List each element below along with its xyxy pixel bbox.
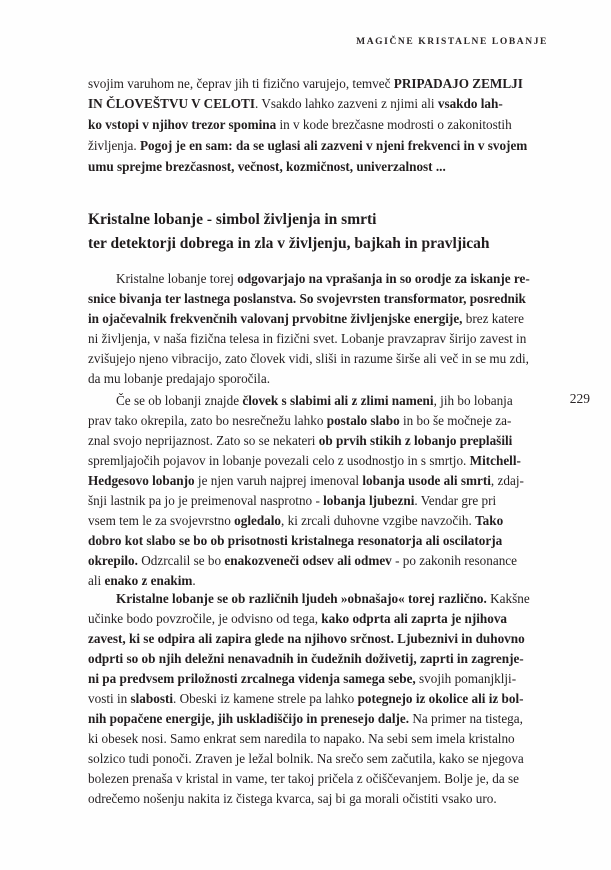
text-line: dobro kot slabo se bo ob prisotnosti kristalnega resonatorja ali oscilatorja <box>88 533 503 549</box>
text-line: odprti so ob njih deležni nenavadnih in čudežnih doživetij, zaprti in zagrenje- <box>88 650 524 666</box>
text-line: zvišujejo njeno vibracijo, zato človek vidi, sliši in razume širše ali več in se mu zdi, <box>88 350 529 366</box>
text-line: Kristalne lobanje torej odgovarjajo na vprašanja in so orodje za iskanje re- <box>116 270 530 286</box>
text-line: okrepilo. Odzrcalil se bo enakozveneči odsev ali odmev - po zakonih resonance <box>88 553 518 569</box>
text-line: Hedgesovo lobanjo je njen varuh najprej imenoval lobanja usode ali smrti, zdaj- <box>88 472 524 488</box>
text-line: prav tako okrepila, zato bo nesrečnežu lahko postalo slabo in bo še močneje za- <box>88 412 512 428</box>
text-line: vsem tem le za svojevrstno ogledalo, ki zrcali duhovne vzgibe navzočih. Tako <box>88 513 504 529</box>
text-line: solzico tudi ponoči. Zraven je ležal bolnik. Na srečo sem začutila, kako se njegova <box>88 751 524 767</box>
section-heading <box>88 208 548 255</box>
text-line: vosti in slabosti. Obeski iz kamene strele pa lahko potegnejo iz okolice ali iz bol- <box>88 690 524 706</box>
paragraph-transformator <box>88 269 548 390</box>
paragraph-resonator <box>88 391 548 592</box>
section-heading-line2: ter detektorji dobrega in zla v življenju, bajkah in pravljicah <box>88 234 490 252</box>
text-line: zavest, ki se odpira ali zapira glede na njihovo srčnost. Ljubeznivi in duhovno <box>88 630 525 646</box>
section-heading-line1: Kristalne lobanje - simbol življenja in smrti <box>88 211 377 228</box>
text-line: svojim varuhom ne, čeprav jih ti fizično varujejo, temveč PRIPADAJO ZEMLJI <box>88 75 523 91</box>
text-line: znal svojo neprijaznost. Zato so se nekateri ob prvih stikih z lobanjo preplašili <box>88 432 513 448</box>
text-line: spremljajočih pojavov in lobanje povezali celo z usodnostjo in s smrtjo. Mitchell- <box>88 452 521 468</box>
text-line: ko vstopi v njihov trezor spomina in v kode brezčasne modrosti o zakonitostih <box>88 117 512 133</box>
text-line: bolezen prenaša v kristal in vame, ter takoj pričela z očiščevanjem. Bolje je, da se <box>88 771 519 787</box>
paragraph-continuation <box>88 74 548 178</box>
paragraph-obnasanje <box>88 589 548 810</box>
text-line: šnji lastnik pa jo je preimenoval nasprotno - lobanja ljubezni. Vendar gre pri <box>88 492 497 508</box>
text-line: da mu lobanje predajajo sporočila. <box>88 370 270 386</box>
text-line: nih popačene energije, jih uskladiščijo in prenesejo dalje. Na primer na tistega, <box>88 711 523 727</box>
text-line: Če se ob lobanji znajde človek s slabimi ali z zlimi nameni, jih bo lobanja <box>116 392 513 408</box>
text-line: snice bivanja ter lastnega poslanstva. So svojevrsten transformator, posrednik <box>88 290 526 306</box>
running-header: MAGIČNE KRISTALNE LOBANJE <box>356 37 548 47</box>
text-line: učinke bodo povzročile, je odvisno od tega, kako odprta ali zaprta je njihova <box>88 610 508 626</box>
text-line: umu sprejme brezčasnost, večnost, kozmičnost, univerzalnost ... <box>88 159 446 175</box>
text-line: življenja. Pogoj je en sam: da se uglasi ali zazveni v njeni frekvenci in v svojem <box>88 138 528 154</box>
text-line: odrečemo nošenju nakita iz čistega kvarca, saj bi ga morali očistiti vsako uro. <box>88 791 497 807</box>
text-line: Kristalne lobanje se ob različnih ljudeh »obnašajo« torej različno. Kakšne <box>116 590 530 606</box>
text-line: IN ČLOVEŠTVU V CELOTI. Vsakdo lahko zazveni z njimi ali vsakdo lah- <box>88 96 503 112</box>
text-line: in ojačevalnik frekvenčnih valovanj prvobitne življenjske energije, brez katere <box>88 310 524 326</box>
text-line: ni življenja, v naša fizična telesa in fizični svet. Lobanje pravzaprav širijo zavest in <box>88 330 527 346</box>
text-line: ni pa predvsem priložnosti zrcalnega videnja samega sebe, svojih pomanjklji- <box>88 670 517 686</box>
page-number: 229 <box>569 391 590 406</box>
text-line: ali enako z enakim. <box>88 573 196 589</box>
text-line: ki obesek nosi. Samo enkrat sem naredila to napako. Na sebi sem imela kristalno <box>88 731 515 747</box>
